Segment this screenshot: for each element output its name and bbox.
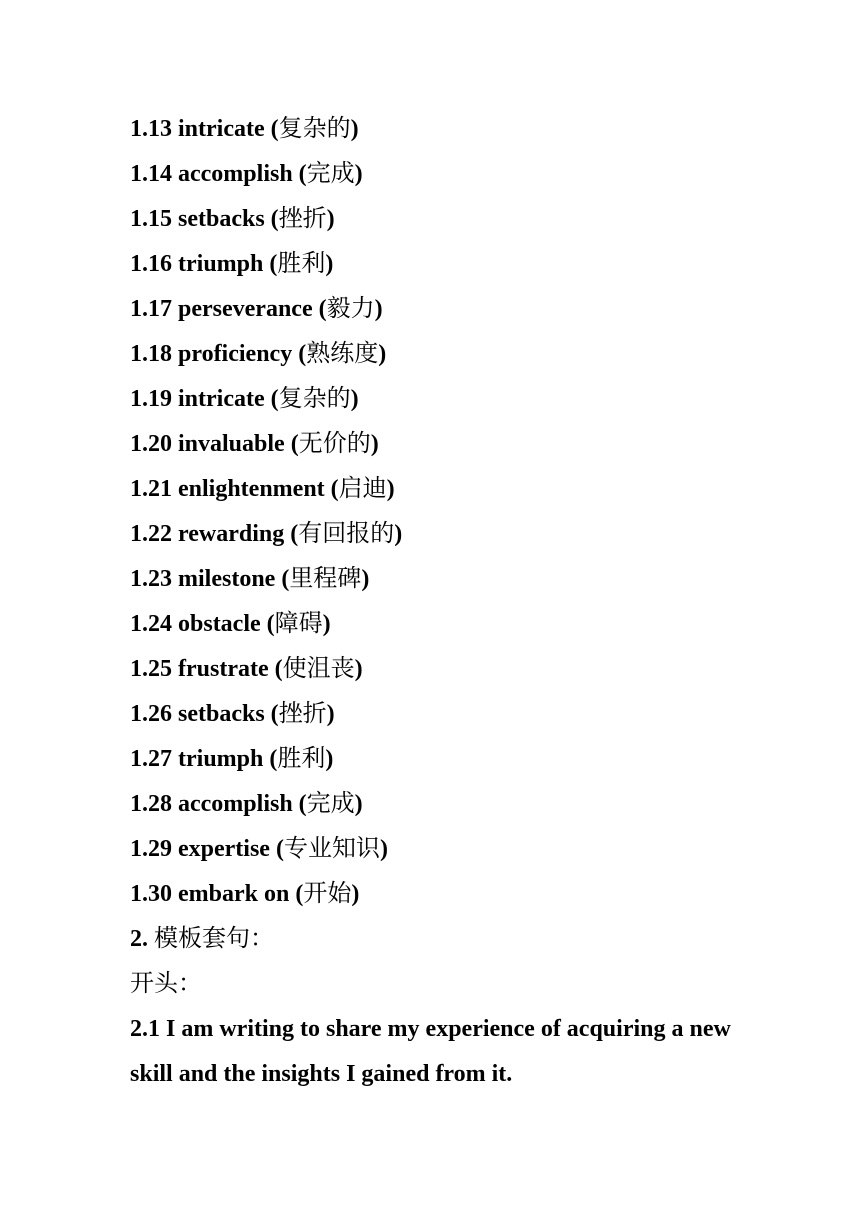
open-paren: ( <box>330 476 339 502</box>
sentence-number: 2.1 <box>130 1016 160 1042</box>
close-paren: ) <box>350 116 359 142</box>
vocab-number: 1.17 <box>130 296 172 322</box>
vocab-word: perseverance <box>178 296 313 322</box>
vocab-translation: 使沮丧 <box>282 656 355 682</box>
close-paren: ) <box>370 431 379 457</box>
vocab-item <box>130 827 770 872</box>
vocab-translation: 启迪 <box>338 476 387 502</box>
close-paren: ) <box>361 566 370 592</box>
close-paren: ) <box>386 476 395 502</box>
vocab-number: 1.30 <box>130 881 172 907</box>
close-paren: ) <box>326 206 335 232</box>
vocab-number: 1.29 <box>130 836 172 862</box>
section-heading <box>130 917 770 962</box>
vocab-translation: 开始 <box>303 881 352 907</box>
vocab-number: 1.20 <box>130 431 172 457</box>
vocab-word: intricate <box>178 116 265 142</box>
sentence-text: I am writing to share my experience of acquiring a new skill and the insights I gained from it. <box>130 1016 731 1087</box>
close-paren: ) <box>326 701 335 727</box>
vocab-item <box>130 107 770 152</box>
vocab-translation: 完成 <box>306 161 355 187</box>
open-paren: ( <box>269 251 278 277</box>
open-paren: ( <box>270 701 279 727</box>
open-paren: ( <box>318 296 327 322</box>
vocab-item <box>130 782 770 827</box>
section-number: 2. <box>130 926 148 952</box>
vocab-item <box>130 332 770 377</box>
vocab-item <box>130 467 770 512</box>
open-paren: ( <box>290 521 299 547</box>
vocab-number: 1.24 <box>130 611 172 637</box>
vocab-translation: 胜利 <box>277 746 326 772</box>
open-paren: ( <box>270 386 279 412</box>
vocab-translation: 复杂的 <box>278 116 351 142</box>
close-paren: ) <box>354 791 363 817</box>
vocab-translation: 专业知识 <box>283 836 380 862</box>
vocab-number: 1.19 <box>130 386 172 412</box>
close-paren: ) <box>351 881 360 907</box>
vocab-word: rewarding <box>178 521 285 547</box>
opening-label: 开头： <box>130 971 202 997</box>
close-paren: ) <box>374 296 383 322</box>
vocab-word: triumph <box>178 746 264 772</box>
vocab-item <box>130 242 770 287</box>
close-paren: ) <box>378 341 387 367</box>
vocab-word: milestone <box>178 566 276 592</box>
vocab-number: 1.25 <box>130 656 172 682</box>
close-paren: ) <box>354 161 363 187</box>
vocab-item <box>130 557 770 602</box>
open-paren: ( <box>275 836 284 862</box>
close-paren: ) <box>325 746 334 772</box>
vocab-item <box>130 152 770 197</box>
open-paren: ( <box>298 161 307 187</box>
vocab-translation: 有回报的 <box>298 521 395 547</box>
vocab-translation: 完成 <box>306 791 355 817</box>
close-paren: ) <box>354 656 363 682</box>
open-paren: ( <box>270 116 279 142</box>
vocab-item <box>130 872 770 917</box>
vocab-number: 1.27 <box>130 746 172 772</box>
vocab-number: 1.16 <box>130 251 172 277</box>
open-paren: ( <box>298 341 307 367</box>
vocab-item <box>130 377 770 422</box>
vocab-word: intricate <box>178 386 265 412</box>
open-paren: ( <box>274 656 283 682</box>
vocab-item <box>130 197 770 242</box>
vocab-translation: 挫折 <box>278 206 327 232</box>
vocab-translation: 毅力 <box>326 296 375 322</box>
vocab-translation: 胜利 <box>277 251 326 277</box>
vocab-item <box>130 422 770 467</box>
vocab-word: accomplish <box>178 791 293 817</box>
vocab-number: 1.28 <box>130 791 172 817</box>
vocab-number: 1.14 <box>130 161 172 187</box>
vocab-number: 1.18 <box>130 341 172 367</box>
vocab-translation: 复杂的 <box>278 386 351 412</box>
close-paren: ) <box>325 251 334 277</box>
open-paren: ( <box>298 791 307 817</box>
vocab-item <box>130 512 770 557</box>
vocab-number: 1.26 <box>130 701 172 727</box>
vocab-translation: 无价的 <box>298 431 371 457</box>
vocab-word: enlightenment <box>178 476 325 502</box>
vocab-number: 1.15 <box>130 206 172 232</box>
document-page <box>130 107 770 1097</box>
section-title: 模板套句： <box>154 926 274 952</box>
close-paren: ) <box>350 386 359 412</box>
open-paren: ( <box>269 746 278 772</box>
vocab-word: accomplish <box>178 161 293 187</box>
close-paren: ) <box>394 521 403 547</box>
vocab-number: 1.13 <box>130 116 172 142</box>
close-paren: ) <box>322 611 331 637</box>
close-paren: ) <box>379 836 388 862</box>
vocab-word: setbacks <box>178 206 265 232</box>
vocab-word: embark on <box>178 881 290 907</box>
vocab-word: invaluable <box>178 431 285 457</box>
open-paren: ( <box>266 611 275 637</box>
vocab-number: 1.21 <box>130 476 172 502</box>
vocab-word: obstacle <box>178 611 261 637</box>
template-sentence <box>130 1007 740 1097</box>
open-paren: ( <box>270 206 279 232</box>
vocab-number: 1.22 <box>130 521 172 547</box>
vocab-translation: 熟练度 <box>306 341 379 367</box>
vocab-item <box>130 692 770 737</box>
vocab-item <box>130 602 770 647</box>
vocab-translation: 里程碑 <box>289 566 362 592</box>
vocab-translation: 障碍 <box>274 611 323 637</box>
vocabulary-list <box>130 107 770 917</box>
vocab-translation: 挫折 <box>278 701 327 727</box>
vocab-item <box>130 737 770 782</box>
vocab-word: expertise <box>178 836 270 862</box>
vocab-item <box>130 647 770 692</box>
open-paren: ( <box>281 566 290 592</box>
vocab-item <box>130 287 770 332</box>
vocab-word: proficiency <box>178 341 293 367</box>
open-paren: ( <box>290 431 299 457</box>
vocab-word: setbacks <box>178 701 265 727</box>
vocab-word: frustrate <box>178 656 269 682</box>
open-paren: ( <box>295 881 304 907</box>
vocab-number: 1.23 <box>130 566 172 592</box>
vocab-word: triumph <box>178 251 264 277</box>
